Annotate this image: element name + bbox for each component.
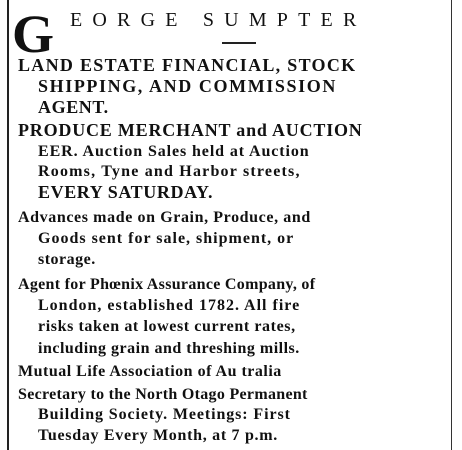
ad-line: Mutual Life Association of Au tralia	[18, 363, 282, 380]
ad-line: London, established 1782. All fire	[38, 297, 301, 314]
ad-line: Agent for Phœnix Assurance Company, of	[18, 276, 316, 293]
ad-line: Rooms, Tyne and Harbor streets,	[38, 163, 301, 180]
ad-line: storage.	[38, 251, 96, 268]
advertiser-name: EORGE SUMPTER	[70, 9, 367, 31]
ad-line: Secretary to the North Otago Permanent	[18, 386, 308, 403]
ad-line: EER. Auction Sales held at Auction	[38, 143, 310, 160]
right-column-rule	[451, 0, 452, 450]
ad-line: Goods sent for sale, shipment, or	[38, 230, 295, 247]
ad-line: PRODUCE MERCHANT and AUCTION	[18, 120, 363, 140]
ad-line: Tuesday Every Month, at 7 p.m.	[38, 427, 278, 444]
drop-cap-initial: G	[12, 4, 55, 64]
ad-line: SHIPPING, AND COMMISSION	[38, 76, 337, 96]
ad-line: Advances made on Grain, Produce, and	[18, 209, 311, 226]
ad-line: LAND ESTATE FINANCIAL, STOCK	[18, 55, 357, 75]
ad-line: EVERY SATURDAY.	[38, 182, 214, 202]
ad-line: including grain and threshing mills.	[38, 340, 300, 357]
ad-line: AGENT.	[38, 97, 109, 117]
ad-line: Building Society. Meetings: First	[38, 406, 291, 423]
left-column-rule	[7, 0, 9, 450]
ad-line: risks taken at lowest current rates,	[38, 318, 296, 335]
name-underline-rule	[222, 42, 256, 44]
